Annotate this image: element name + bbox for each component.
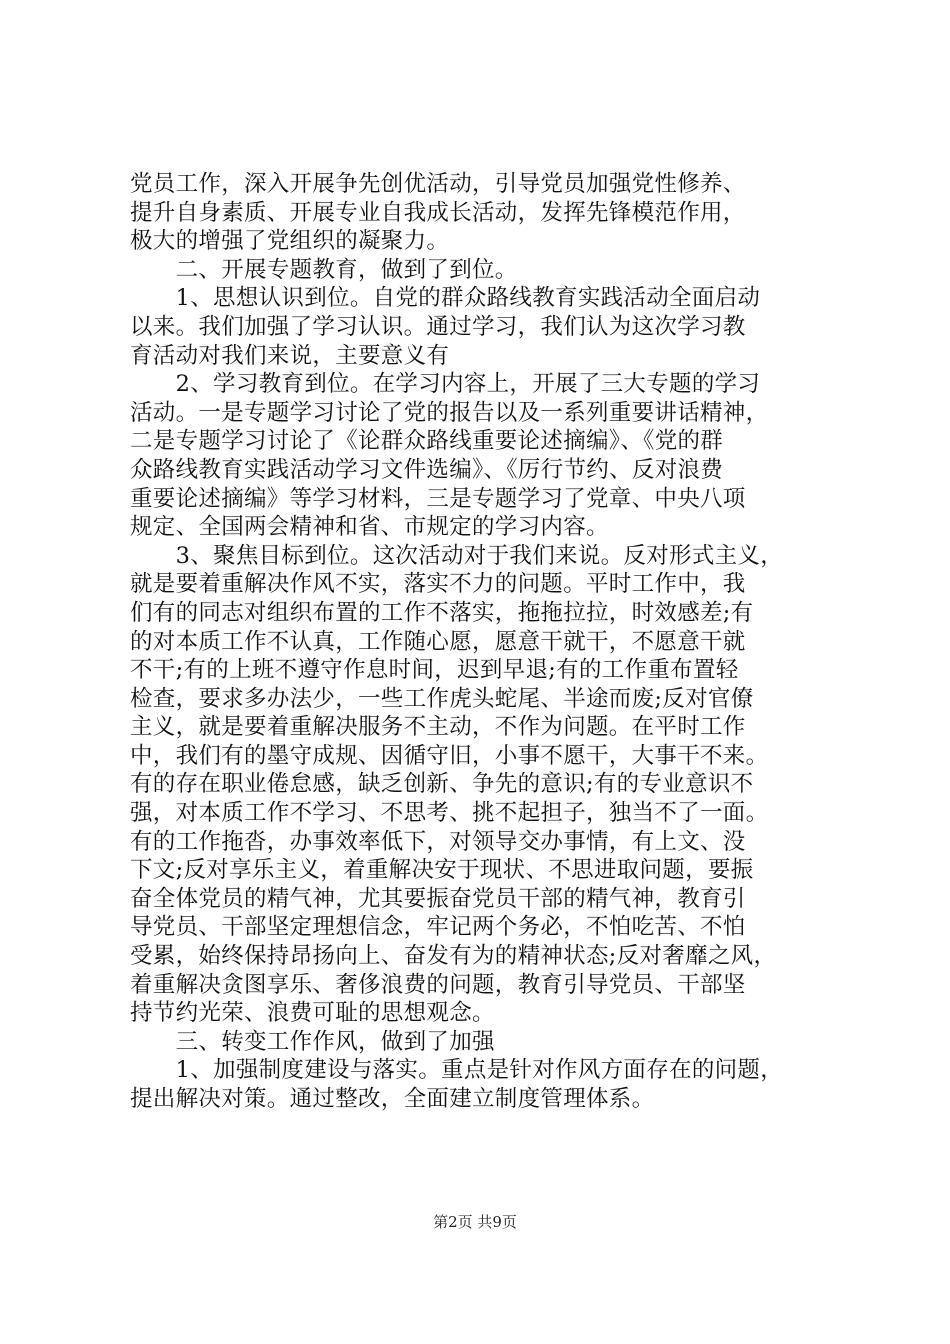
text-line: 1、思想认识到位。自党的群众路线教育实践活动全面启动 [130, 285, 761, 312]
page-footer: 第2页 共9页 [433, 1213, 517, 1231]
text-line: 就是要着重解决作风不实，落实不力的问题。平时工作中，我 [130, 571, 746, 598]
text-line: 党员工作，深入开展争先创优活动，引导党员加强党性修养、 [130, 171, 746, 197]
text-line: 导党员、干部坚定理想信念，牢记两个务必，不怕吃苦、不怕 [130, 914, 746, 941]
text-line: 育活动对我们来说，主要意义有 [130, 342, 450, 369]
text-line: 有的存在职业倦怠感，缺乏创新、争先的意识;有的专业意识不 [130, 771, 754, 798]
text-line: 不干;有的上班不遵守作息时间，迟到早退;有的工作重布置轻 [130, 657, 739, 684]
text-line: 下文;反对享乐主义，着重解决安于现状、不思进取问题，要振 [130, 857, 754, 884]
text-line: 以来。我们加强了学习认识。通过学习，我们认为这次学习教 [130, 313, 746, 340]
text-line: 规定、全国两会精神和省、市规定的学习内容。 [130, 514, 609, 541]
text-line: 二是专题学习讨论了《论群众路线重要论述摘编》、《党的群 [130, 428, 724, 455]
document-body [130, 170, 830, 1114]
text-line: 众路线教育实践活动学习文件选编》、《厉行节约、反对浪费 [130, 456, 724, 483]
text-line: 二、开展专题教育，做到了到位。 [130, 256, 518, 283]
text-line: 着重解决贪图享乐、奢侈浪费的问题，教育引导党员、干部坚 [130, 971, 746, 998]
text-line: 重要论述摘编》等学习材料，三是专题学习了党章、中央八项 [130, 485, 746, 512]
text-line: 们有的同志对组织布置的工作不落实，拖拖拉拉，时效感差;有 [130, 599, 754, 626]
text-line: 提升自身素质、开展专业自我成长活动，发挥先锋模范作用， [130, 199, 746, 226]
text-line: 活动。一是专题学习讨论了党的报告以及一系列重要讲话精神， [130, 399, 769, 426]
text-line: 3、聚焦目标到位。这次活动对于我们来说。反对形式主义， [130, 542, 784, 569]
text-line: 受累，始终保持昂扬向上、奋发有为的精神状态;反对奢靡之风， [130, 943, 777, 970]
text-line: 1、加强制度建设与落实。重点是针对作风方面存在的问题， [130, 1057, 784, 1084]
text-line: 奋全体党员的精气神，尤其要振奋党员干部的精气神，教育引 [130, 885, 746, 912]
text-line: 的对本质工作不认真，工作随心愿，愿意干就干，不愿意干就 [130, 628, 746, 655]
text-line: 2、学习教育到位。在学习内容上，开展了三大专题的学习 [130, 371, 761, 398]
text-line: 有的工作拖沓，办事效率低下，对领导交办事情，有上文、没 [130, 828, 746, 855]
text-line: 检查，要求多办法少，一些工作虎头蛇尾、半途而废;反对官僚 [130, 685, 754, 712]
text-line: 持节约光荣、浪费可耻的思想观念。 [130, 1000, 495, 1027]
text-line: 极大的增强了党组织的凝聚力。 [130, 228, 450, 255]
text-line: 提出解决对策。通过整改，全面建立制度管理体系。 [130, 1086, 655, 1112]
text-line: 主义，就是要着重解决服务不主动，不作为问题。在平时工作 [130, 714, 746, 741]
text-line: 三、转变工作作风，做到了加强 [130, 1028, 495, 1055]
text-line: 强，对本质工作不学习、不思考、挑不起担子，独当不了一面。 [130, 800, 769, 827]
text-line: 中，我们有的墨守成规、因循守旧，小事不愿干，大事干不来。 [130, 742, 769, 769]
